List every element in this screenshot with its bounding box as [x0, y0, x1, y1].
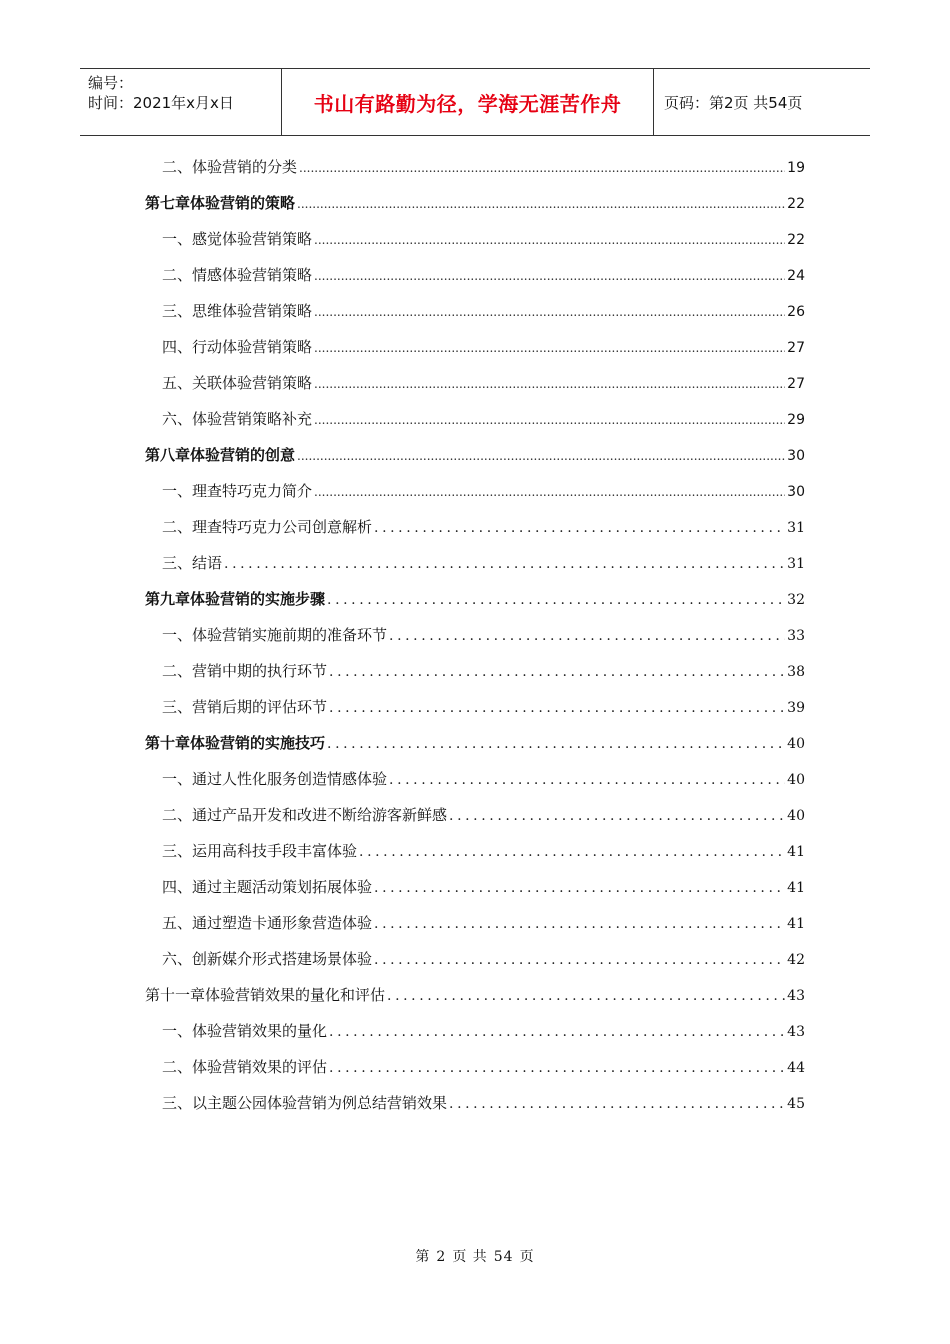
toc-section-entry[interactable] [145, 300, 805, 336]
toc-entry-title: 六、体验营销策略补充 [162, 410, 313, 428]
toc-leader-dots [299, 161, 785, 175]
toc-section-entry[interactable] [145, 552, 805, 588]
page-header [80, 68, 870, 136]
toc-section-entry[interactable] [145, 336, 805, 372]
footer-total-pages: 54 [493, 1249, 514, 1265]
toc-entry-title: 五、通过塑造卡通形象营造体验 [162, 914, 373, 932]
toc-page-number: 41 [787, 916, 805, 932]
toc-leader-dots [314, 233, 785, 247]
toc-section-entry[interactable] [145, 1092, 805, 1128]
toc-page-number: 33 [787, 628, 805, 644]
toc-section-entry[interactable] [145, 696, 805, 732]
toc-leader-dots [389, 772, 785, 788]
toc-page-number: 31 [787, 520, 805, 536]
toc-leader-dots [327, 736, 785, 752]
toc-section-entry[interactable] [145, 516, 805, 552]
toc-page-number: 26 [787, 304, 805, 320]
toc-entry-title: 四、通过主题活动策划拓展体验 [162, 878, 373, 896]
toc-entry-title: 四、行动体验营销策略 [162, 338, 313, 356]
toc-entry-title: 一、通过人性化服务创造情感体验 [162, 770, 388, 788]
page-footer [0, 1246, 950, 1266]
toc-page-number: 40 [787, 772, 805, 788]
footer-middle: 页 共 [452, 1249, 488, 1265]
toc-leader-dots [329, 1060, 785, 1076]
toc-entry-title: 第七章体验营销的策略 [145, 194, 296, 212]
toc-page-number: 32 [787, 592, 805, 608]
toc-entry-title: 一、理查特巧克力简介 [162, 482, 313, 500]
toc-entry-title: 一、体验营销效果的量化 [162, 1022, 328, 1040]
toc-entry-title: 第十一章体验营销效果的量化和评估 [145, 986, 386, 1004]
toc-chapter-entry[interactable] [145, 588, 805, 624]
toc-entry-title: 第十章体验营销的实施技巧 [145, 734, 326, 752]
toc-entry-title: 五、关联体验营销策略 [162, 374, 313, 392]
toc-chapter-entry[interactable] [145, 732, 805, 768]
toc-section-entry[interactable] [145, 948, 805, 984]
toc-page-number: 45 [787, 1096, 805, 1112]
toc-entry-title: 二、情感体验营销策略 [162, 266, 313, 284]
toc-page-number: 42 [787, 952, 805, 968]
toc-page-number: 38 [787, 664, 805, 680]
toc-leader-dots [374, 916, 785, 932]
toc-entry-title: 二、理查特巧克力公司创意解析 [162, 518, 373, 536]
toc-entry-title: 二、通过产品开发和改进不断给游客新鲜感 [162, 806, 448, 824]
toc-page-number: 19 [787, 160, 805, 176]
toc-section-entry[interactable] [145, 768, 805, 804]
toc-entry-title: 三、以主题公园体验营销为例总结营销效果 [162, 1094, 448, 1112]
toc-section-entry[interactable] [145, 876, 805, 912]
toc-leader-dots [297, 197, 785, 211]
toc-leader-dots [449, 1096, 785, 1112]
toc-section-entry[interactable] [145, 156, 805, 192]
toc-section-entry[interactable] [145, 840, 805, 876]
toc-entry-title: 三、结语 [162, 554, 223, 572]
toc-page-number: 27 [787, 376, 805, 392]
footer-current-page: 2 [436, 1249, 447, 1265]
toc-section-entry[interactable] [145, 1056, 805, 1092]
toc-leader-dots [329, 664, 785, 680]
toc-leader-dots [314, 341, 785, 355]
document-number-label: 编号： [88, 74, 134, 92]
toc-section-entry[interactable] [145, 912, 805, 948]
header-motto: 书山有路勤为径，学海无涯苦作舟 [282, 69, 654, 135]
toc-leader-dots [359, 844, 785, 860]
toc-page-number: 44 [787, 1060, 805, 1076]
header-page-info: 页码：第2页 共54页 [664, 93, 803, 112]
toc-entry-title: 第八章体验营销的创意 [145, 446, 296, 464]
toc-entry-title: 三、营销后期的评估环节 [162, 698, 328, 716]
toc-page-number: 30 [787, 484, 805, 500]
toc-entry-title: 第九章体验营销的实施步骤 [145, 590, 326, 608]
toc-section-entry[interactable] [145, 804, 805, 840]
toc-leader-dots [314, 485, 785, 499]
toc-leader-dots [329, 1024, 785, 1040]
toc-leader-dots [387, 988, 785, 1004]
toc-page-number: 41 [787, 844, 805, 860]
header-left-cell [80, 69, 282, 135]
toc-entry-title: 一、感觉体验营销策略 [162, 230, 313, 248]
toc-section-entry[interactable] [145, 480, 805, 516]
footer-prefix: 第 [415, 1249, 431, 1265]
toc-leader-dots [314, 305, 785, 319]
toc-entry-title: 二、营销中期的执行环节 [162, 662, 328, 680]
toc-chapter-entry[interactable] [145, 984, 805, 1020]
toc-page-number: 43 [787, 1024, 805, 1040]
toc-page-number: 30 [787, 448, 805, 464]
toc-section-entry[interactable] [145, 1020, 805, 1056]
toc-page-number: 22 [787, 232, 805, 248]
toc-page-number: 22 [787, 196, 805, 212]
toc-leader-dots [329, 700, 785, 716]
toc-page-number: 27 [787, 340, 805, 356]
toc-page-number: 40 [787, 736, 805, 752]
toc-page-number: 29 [787, 412, 805, 428]
toc-page-number: 43 [787, 988, 805, 1004]
toc-section-entry[interactable] [145, 408, 805, 444]
toc-leader-dots [297, 449, 785, 463]
toc-page-number: 24 [787, 268, 805, 284]
toc-leader-dots [314, 413, 785, 427]
toc-page-number: 40 [787, 808, 805, 824]
toc-entry-title: 三、运用高科技手段丰富体验 [162, 842, 358, 860]
toc-section-entry[interactable] [145, 264, 805, 300]
toc-chapter-entry[interactable] [145, 192, 805, 228]
toc-leader-dots [327, 592, 785, 608]
toc-entry-title: 三、思维体验营销策略 [162, 302, 313, 320]
document-date: 时间：2021年x月x日 [88, 94, 234, 112]
toc-page-number: 39 [787, 700, 805, 716]
toc-page-number: 31 [787, 556, 805, 572]
toc-chapter-entry[interactable] [145, 444, 805, 480]
toc-section-entry[interactable] [145, 372, 805, 408]
footer-suffix: 页 [519, 1249, 535, 1265]
toc-entry-title: 六、创新媒介形式搭建场景体验 [162, 950, 373, 968]
toc-entry-title: 二、体验营销效果的评估 [162, 1058, 328, 1076]
toc-section-entry[interactable] [145, 624, 805, 660]
toc-page-number: 41 [787, 880, 805, 896]
toc-leader-dots [314, 377, 785, 391]
toc-leader-dots [374, 952, 785, 968]
toc-leader-dots [224, 556, 785, 572]
toc-leader-dots [374, 520, 785, 536]
toc-leader-dots [389, 628, 785, 644]
table-of-contents [145, 156, 805, 1128]
toc-entry-title: 一、体验营销实施前期的准备环节 [162, 626, 388, 644]
toc-section-entry[interactable] [145, 660, 805, 696]
toc-entry-title: 二、体验营销的分类 [162, 158, 298, 176]
toc-leader-dots [314, 269, 785, 283]
toc-leader-dots [449, 808, 785, 824]
toc-section-entry[interactable] [145, 228, 805, 264]
toc-leader-dots [374, 880, 785, 896]
